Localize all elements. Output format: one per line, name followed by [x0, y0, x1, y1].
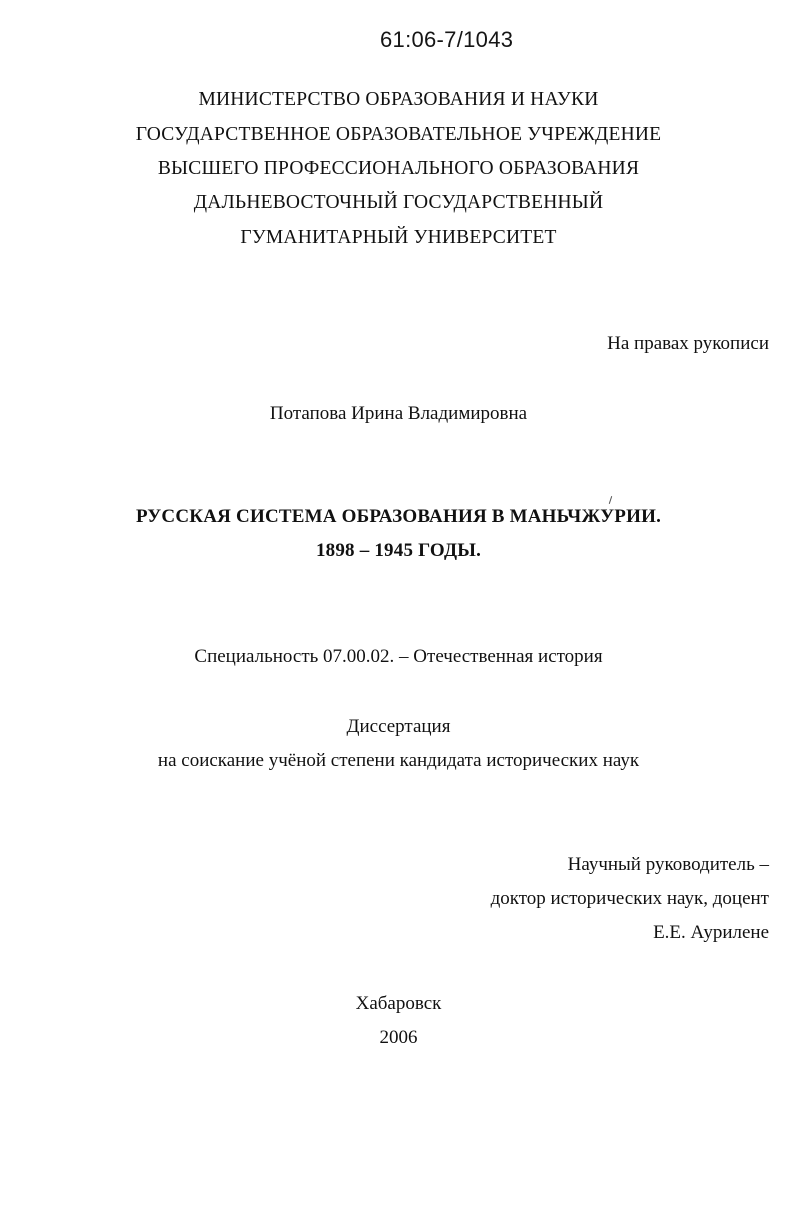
manuscript-note: На правах рукописи	[607, 333, 769, 354]
dissertation-title-line-1: РУССКАЯ СИСТЕМА ОБРАЗОВАНИЯ В МАНЬЧЖУРИИ.	[135, 506, 662, 527]
specialty: Специальность 07.00.02. – Отечественная история	[194, 646, 603, 667]
pen-mark	[609, 496, 612, 504]
supervisor-name: Е.Е. Аурилене	[653, 922, 769, 943]
organization-line-3: ВЫСШЕГО ПРОФЕССИОНАЛЬНОГО ОБРАЗОВАНИЯ	[157, 158, 640, 179]
dissertation-title-line-2: 1898 – 1945 ГОДЫ.	[315, 540, 482, 561]
author-name: Потапова Ирина Владимировна	[269, 403, 528, 424]
archive-stamp: 61:06-7/1043	[380, 27, 514, 52]
supervisor-degree: доктор исторических наук, доцент	[490, 888, 769, 909]
dissertation-purpose: на соискание учёной степени кандидата исторических наук	[157, 750, 640, 771]
organization-line-1: МИНИСТЕРСТВО ОБРАЗОВАНИЯ И НАУКИ	[198, 89, 599, 110]
organization-line-5: ГУМАНИТАРНЫЙ УНИВЕРСИТЕТ	[240, 227, 557, 248]
organization-line-4: ДАЛЬНЕВОСТОЧНЫЙ ГОСУДАРСТВЕННЫЙ	[193, 192, 604, 213]
supervisor-role: Научный руководитель –	[567, 854, 769, 875]
year: 2006	[379, 1027, 418, 1048]
organization-line-2: ГОСУДАРСТВЕННОЕ ОБРАЗОВАТЕЛЬНОЕ УЧРЕЖДЕНИЕ	[135, 124, 662, 145]
dissertation-label: Диссертация	[346, 716, 451, 737]
place: Хабаровск	[355, 993, 442, 1014]
